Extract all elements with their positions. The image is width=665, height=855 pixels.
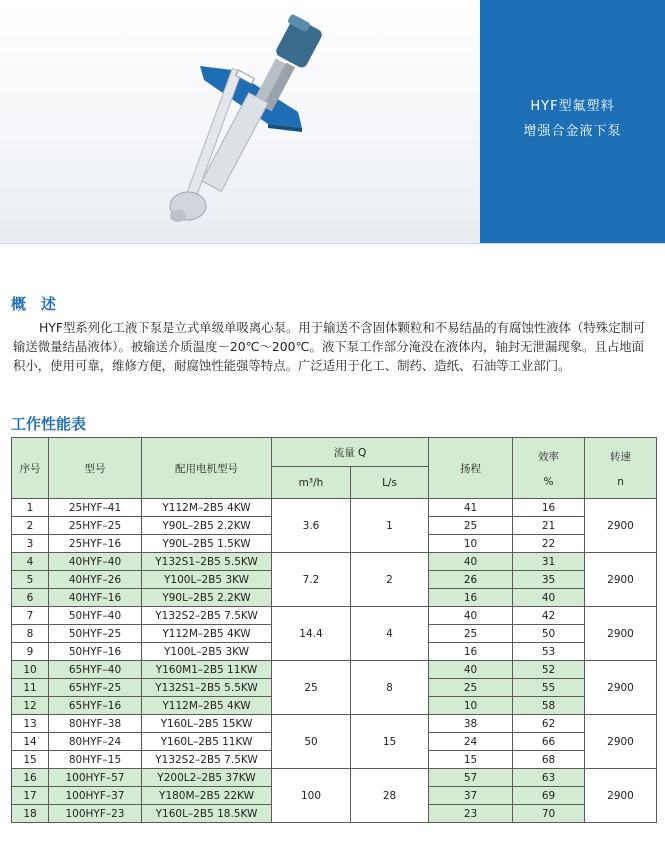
cell-model: 50HYF–16 bbox=[49, 643, 142, 661]
cell-efficiency: 63 bbox=[513, 769, 585, 787]
table-row bbox=[12, 607, 657, 625]
cell-model: 40HYF–26 bbox=[49, 571, 142, 589]
cell-head: 41 bbox=[429, 499, 513, 517]
cell-no: 16 bbox=[12, 769, 49, 787]
cell-head: 40 bbox=[429, 553, 513, 571]
cell-speed: 2900 bbox=[585, 499, 657, 553]
cell-motor: Y132S1–2B5 5.5KW bbox=[142, 553, 272, 571]
pump-illustration bbox=[0, 0, 480, 243]
cell-model: 80HYF–38 bbox=[49, 715, 142, 733]
table-row bbox=[12, 715, 657, 733]
cell-model: 100HYF–57 bbox=[49, 769, 142, 787]
cell-motor: Y100L–2B5 3KW bbox=[142, 571, 272, 589]
cell-motor: Y112M–2B5 4KW bbox=[142, 499, 272, 517]
cell-flow-ls: 28 bbox=[351, 769, 429, 823]
cell-speed: 2900 bbox=[585, 607, 657, 661]
cell-efficiency: 40 bbox=[513, 589, 585, 607]
cell-efficiency: 58 bbox=[513, 697, 585, 715]
cell-model: 65HYF–40 bbox=[49, 661, 142, 679]
cell-motor: Y112M–2B5 4KW bbox=[142, 697, 272, 715]
cell-flow-ls: 1 bbox=[351, 499, 429, 553]
cell-speed: 2900 bbox=[585, 661, 657, 715]
header-head: 扬程 bbox=[429, 438, 513, 499]
header-flow-ls: L/s bbox=[351, 467, 429, 499]
table-row bbox=[12, 661, 657, 679]
cell-no: 14 bbox=[12, 733, 49, 751]
cell-no: 9 bbox=[12, 643, 49, 661]
header-no: 序号 bbox=[12, 438, 49, 499]
cell-efficiency: 66 bbox=[513, 733, 585, 751]
cell-efficiency: 31 bbox=[513, 553, 585, 571]
cell-motor: Y200L2–2B5 37KW bbox=[142, 769, 272, 787]
cell-motor: Y100L–2B5 3KW bbox=[142, 643, 272, 661]
cell-efficiency: 35 bbox=[513, 571, 585, 589]
cell-no: 1 bbox=[12, 499, 49, 517]
cell-motor: Y132S2–2B5 7.5KW bbox=[142, 751, 272, 769]
cell-efficiency: 70 bbox=[513, 805, 585, 823]
cell-motor: Y180M–2B5 22KW bbox=[142, 787, 272, 805]
cell-head: 16 bbox=[429, 643, 513, 661]
cell-efficiency: 55 bbox=[513, 679, 585, 697]
cell-efficiency: 62 bbox=[513, 715, 585, 733]
cell-model: 50HYF–40 bbox=[49, 607, 142, 625]
header-model: 型号 bbox=[49, 438, 142, 499]
cell-motor: Y160L–2B5 11KW bbox=[142, 733, 272, 751]
cell-efficiency: 69 bbox=[513, 787, 585, 805]
cell-no: 12 bbox=[12, 697, 49, 715]
cell-efficiency: 53 bbox=[513, 643, 585, 661]
cell-model: 100HYF–23 bbox=[49, 805, 142, 823]
cell-flow-m3h: 25 bbox=[272, 661, 351, 715]
cell-no: 17 bbox=[12, 787, 49, 805]
cell-no: 18 bbox=[12, 805, 49, 823]
cell-head: 26 bbox=[429, 571, 513, 589]
cell-motor: Y132S2–2B5 7.5KW bbox=[142, 607, 272, 625]
cell-motor: Y90L–2B5 1.5KW bbox=[142, 535, 272, 553]
cell-flow-m3h: 50 bbox=[272, 715, 351, 769]
cell-flow-m3h: 14.4 bbox=[272, 607, 351, 661]
cell-no: 13 bbox=[12, 715, 49, 733]
cell-head: 25 bbox=[429, 679, 513, 697]
cell-head: 10 bbox=[429, 535, 513, 553]
cell-head: 15 bbox=[429, 751, 513, 769]
divider bbox=[0, 243, 665, 244]
cell-speed: 2900 bbox=[585, 715, 657, 769]
cell-model: 80HYF–24 bbox=[49, 733, 142, 751]
product-title-line1: HYF型氟塑料 bbox=[530, 99, 615, 114]
cell-model: 25HYF–25 bbox=[49, 517, 142, 535]
cell-model: 25HYF–16 bbox=[49, 535, 142, 553]
cell-head: 25 bbox=[429, 625, 513, 643]
cell-flow-m3h: 100 bbox=[272, 769, 351, 823]
cell-head: 37 bbox=[429, 787, 513, 805]
cell-efficiency: 50 bbox=[513, 625, 585, 643]
cell-motor: Y112M–2B5 4KW bbox=[142, 625, 272, 643]
header-motor: 配用电机型号 bbox=[142, 438, 272, 499]
cell-no: 6 bbox=[12, 589, 49, 607]
cell-flow-ls: 8 bbox=[351, 661, 429, 715]
cell-head: 40 bbox=[429, 607, 513, 625]
cell-efficiency: 16 bbox=[513, 499, 585, 517]
cell-efficiency: 68 bbox=[513, 751, 585, 769]
cell-flow-ls: 4 bbox=[351, 607, 429, 661]
title-panel bbox=[480, 0, 665, 243]
performance-table-heading: 工作性能表 bbox=[11, 415, 87, 433]
cell-no: 3 bbox=[12, 535, 49, 553]
cell-model: 50HYF–25 bbox=[49, 625, 142, 643]
cell-no: 5 bbox=[12, 571, 49, 589]
cell-flow-ls: 2 bbox=[351, 553, 429, 607]
cell-no: 10 bbox=[12, 661, 49, 679]
cell-model: 40HYF–16 bbox=[49, 589, 142, 607]
cell-efficiency: 42 bbox=[513, 607, 585, 625]
cell-head: 57 bbox=[429, 769, 513, 787]
cell-head: 10 bbox=[429, 697, 513, 715]
overview-body bbox=[13, 318, 653, 375]
cell-no: 8 bbox=[12, 625, 49, 643]
cell-efficiency: 22 bbox=[513, 535, 585, 553]
header-flow-m3h: m³/h bbox=[272, 467, 351, 499]
cell-head: 40 bbox=[429, 661, 513, 679]
cell-no: 2 bbox=[12, 517, 49, 535]
cell-no: 15 bbox=[12, 751, 49, 769]
cell-model: 40HYF–40 bbox=[49, 553, 142, 571]
header-speed: 转速 n bbox=[585, 438, 657, 499]
cell-head: 24 bbox=[429, 733, 513, 751]
product-title-line2: 增强合金液下泵 bbox=[523, 124, 622, 139]
cell-motor: Y132S1–2B5 5.5KW bbox=[142, 679, 272, 697]
table-row bbox=[12, 553, 657, 571]
cell-no: 7 bbox=[12, 607, 49, 625]
cell-head: 16 bbox=[429, 589, 513, 607]
cell-head: 25 bbox=[429, 517, 513, 535]
cell-model: 65HYF–16 bbox=[49, 697, 142, 715]
cell-model: 80HYF–15 bbox=[49, 751, 142, 769]
table-row bbox=[12, 499, 657, 517]
cell-motor: Y160M1–2B5 11KW bbox=[142, 661, 272, 679]
cell-efficiency: 21 bbox=[513, 517, 585, 535]
cell-head: 38 bbox=[429, 715, 513, 733]
cell-no: 4 bbox=[12, 553, 49, 571]
header-efficiency: 效率 % bbox=[513, 438, 585, 499]
cell-motor: Y160L–2B5 15KW bbox=[142, 715, 272, 733]
cell-efficiency: 52 bbox=[513, 661, 585, 679]
overview-heading: 概 述 bbox=[11, 295, 57, 313]
cell-flow-m3h: 7.2 bbox=[272, 553, 351, 607]
cell-flow-m3h: 3.6 bbox=[272, 499, 351, 553]
header-flow: 流量 Q bbox=[272, 438, 429, 467]
cell-motor: Y90L–2B5 2.2KW bbox=[142, 589, 272, 607]
cell-speed: 2900 bbox=[585, 553, 657, 607]
table-row bbox=[12, 769, 657, 787]
product-image bbox=[0, 0, 480, 243]
cell-motor: Y90L–2B5 2.2KW bbox=[142, 517, 272, 535]
cell-no: 11 bbox=[12, 679, 49, 697]
cell-model: 65HYF–25 bbox=[49, 679, 142, 697]
performance-table bbox=[11, 437, 657, 823]
overview-text: HYF型系列化工液下泵是立式单级单吸离心泵。用于输送不含固体颗粒和不易结晶的有腐蚀性液体（特殊定制可输送微量结晶液体）。被输送介质温度－20℃～200℃。液下泵工作部分淹没在液体内，轴封无泄漏现象。且占地面积小，使用可靠，维修方便，耐腐蚀性能强等特点。广泛适用于化工、制药、造纸、石油等工业部门。 bbox=[13, 320, 646, 373]
cell-head: 23 bbox=[429, 805, 513, 823]
cell-flow-ls: 15 bbox=[351, 715, 429, 769]
cell-motor: Y160L–2B5 18.5KW bbox=[142, 805, 272, 823]
cell-model: 100HYF–37 bbox=[49, 787, 142, 805]
cell-model: 25HYF–41 bbox=[49, 499, 142, 517]
cell-speed: 2900 bbox=[585, 769, 657, 823]
